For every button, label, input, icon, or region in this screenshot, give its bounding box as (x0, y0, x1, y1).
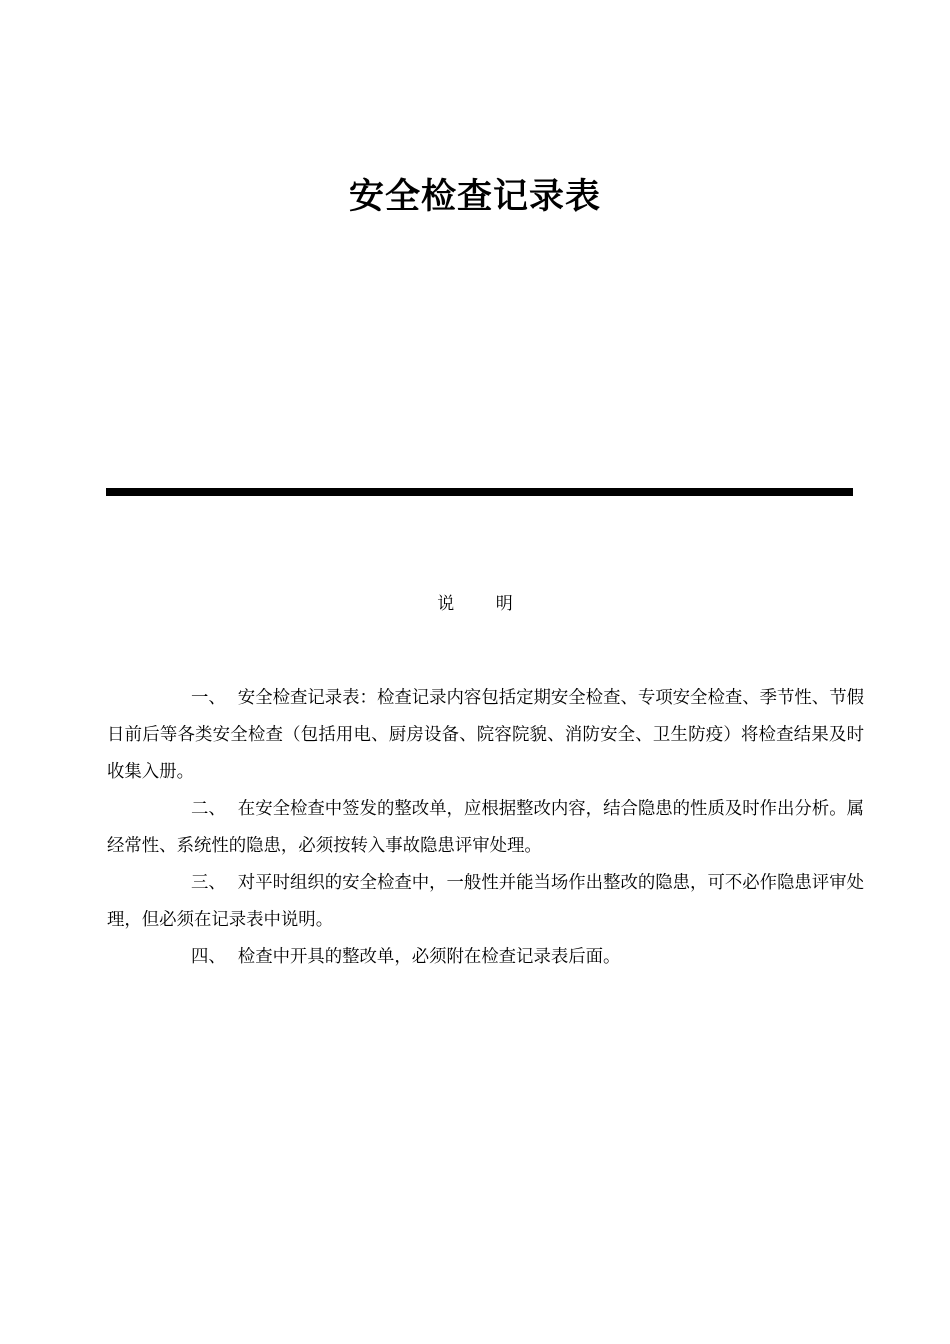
note-number: 四、 (191, 947, 226, 967)
note-text: 对平时组织的安全检查中，一般性并能当场作出整改的隐患，可不必作隐患评审处理，但必须在记录表中说明。 (107, 873, 864, 930)
note-text: 检查中开具的整改单，必须附在检查记录表后面。 (237, 947, 621, 967)
note-number: 一、 (191, 688, 226, 708)
note-item (107, 680, 864, 791)
note-text: 安全检查记录表：检查记录内容包括定期安全检查、专项安全检查、季节性、节假日前后等各类安全检查（包括用电、厨房设备、院容院貌、消防安全、卫生防疫）将检查结果及时收集入册。 (107, 688, 864, 782)
note-number: 三、 (191, 873, 226, 893)
note-text: 在安全检查中签发的整改单，应根据整改内容，结合隐患的性质及时作出分析。属经常性、系统性的隐患，必须按转入事故隐患评审处理。 (107, 799, 864, 856)
section-heading: 说 明 (437, 594, 531, 614)
note-item (107, 865, 864, 939)
note-item (107, 791, 864, 865)
page-title: 安全检查记录表 (348, 177, 601, 217)
horizontal-rule (106, 488, 853, 496)
note-number: 二、 (191, 799, 226, 819)
note-item (107, 939, 864, 976)
notes-list (107, 680, 864, 976)
